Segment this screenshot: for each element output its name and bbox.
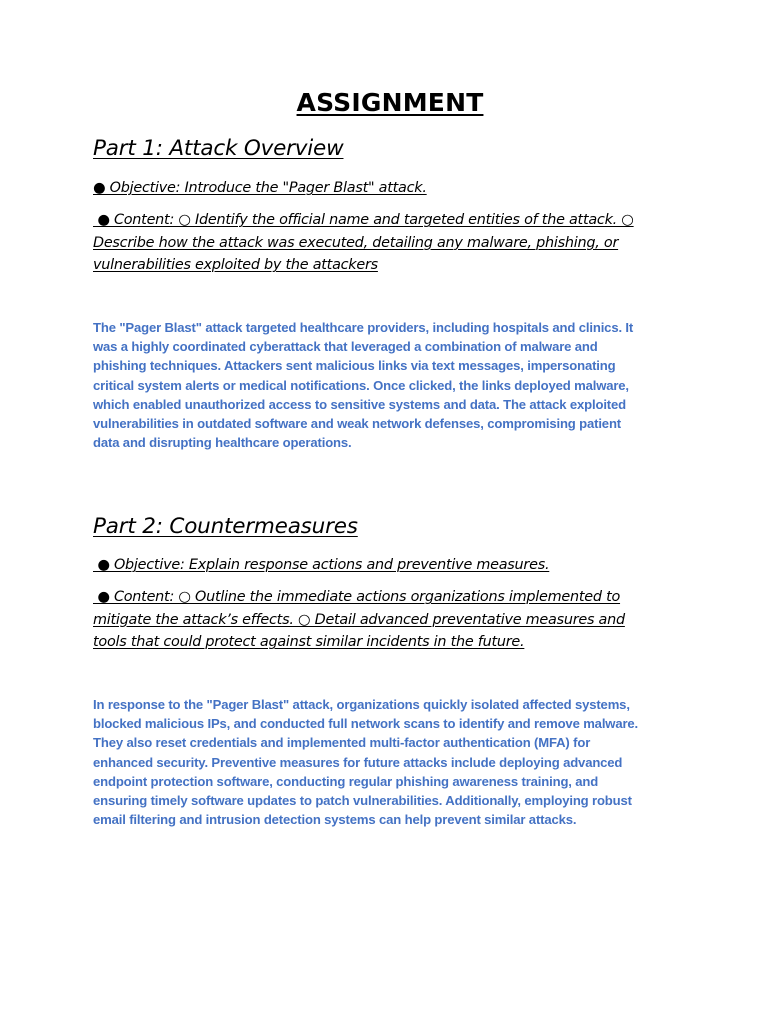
part1-answer-line: critical system alerts or medical notifications. Once clicked, the links deployed malware, xyxy=(93,377,629,393)
part2-content-line: tools that could protect against similar incidents in the future. xyxy=(93,634,525,650)
part1-content-line: ● Content: ○ Identify the official name and targeted entities of the attack. ○ xyxy=(93,212,634,228)
part1-heading: Part 1: Attack Overview xyxy=(93,136,344,161)
part1-answer-line: The "Pager Blast" attack targeted healthcare providers, including hospitals and clinics. It xyxy=(93,320,634,335)
part1-content-line: vulnerabilities exploited by the attackers xyxy=(93,257,378,273)
part2-objective xyxy=(93,554,663,577)
part2-answer-line: email filtering and intrusion detection systems can help prevent similar attacks. xyxy=(93,812,577,828)
part1-answer xyxy=(93,318,673,452)
part2-answer-line: ensuring timely software updates to patch vulnerabilities. Additionally, employing robust xyxy=(93,793,632,809)
part2-answer-line: enhanced security. Preventive measures for future attacks include deploying advanced xyxy=(93,754,623,770)
part1-objective-text: ● Objective: Introduce the "Pager Blast" attack. xyxy=(93,180,427,196)
part2-answer-line: They also reset credentials and implemented multi-factor authentication (MFA) for xyxy=(93,735,591,751)
part1-content-line: Describe how the attack was executed, detailing any malware, phishing, or xyxy=(93,234,619,251)
part2-answer xyxy=(93,695,673,829)
document-title: ASSIGNMENT xyxy=(296,88,484,117)
part2-content-line: mitigate the attack’s effects. ○ Detail advanced preventative measures and xyxy=(93,611,625,628)
part2-answer-line: In response to the "Pager Blast" attack, organizations quickly isolated affected systems, xyxy=(93,697,630,712)
part2-content xyxy=(93,586,663,654)
part1-objective xyxy=(93,177,663,200)
part1-answer-line: vulnerabilities in outdated software and weak network defenses, compromising patient xyxy=(93,416,621,432)
part1-answer-line: which enabled unauthorized access to sensitive systems and data. The attack exploited xyxy=(93,396,626,412)
part2-answer-line: blocked malicious IPs, and conducted full network scans to identify and remove malware. xyxy=(93,716,639,732)
part2-answer-line: endpoint protection software, conducting regular phishing awareness training, and xyxy=(93,773,599,789)
part1-answer-line: phishing techniques. Attackers sent malicious links via text messages, impersonating xyxy=(93,358,616,374)
part1-answer-line: was a highly coordinated cyberattack that leveraged a combination of malware and xyxy=(93,339,598,355)
part2-heading: Part 2: Countermeasures xyxy=(93,514,358,539)
part2-content-line: ● Content: ○ Outline the immediate actions organizations implemented to xyxy=(93,589,621,605)
part2-objective-text: ● Objective: Explain response actions and preventive measures. xyxy=(93,557,550,573)
part1-content xyxy=(93,209,663,277)
part1-answer-line: data and disrupting healthcare operations. xyxy=(93,435,352,451)
